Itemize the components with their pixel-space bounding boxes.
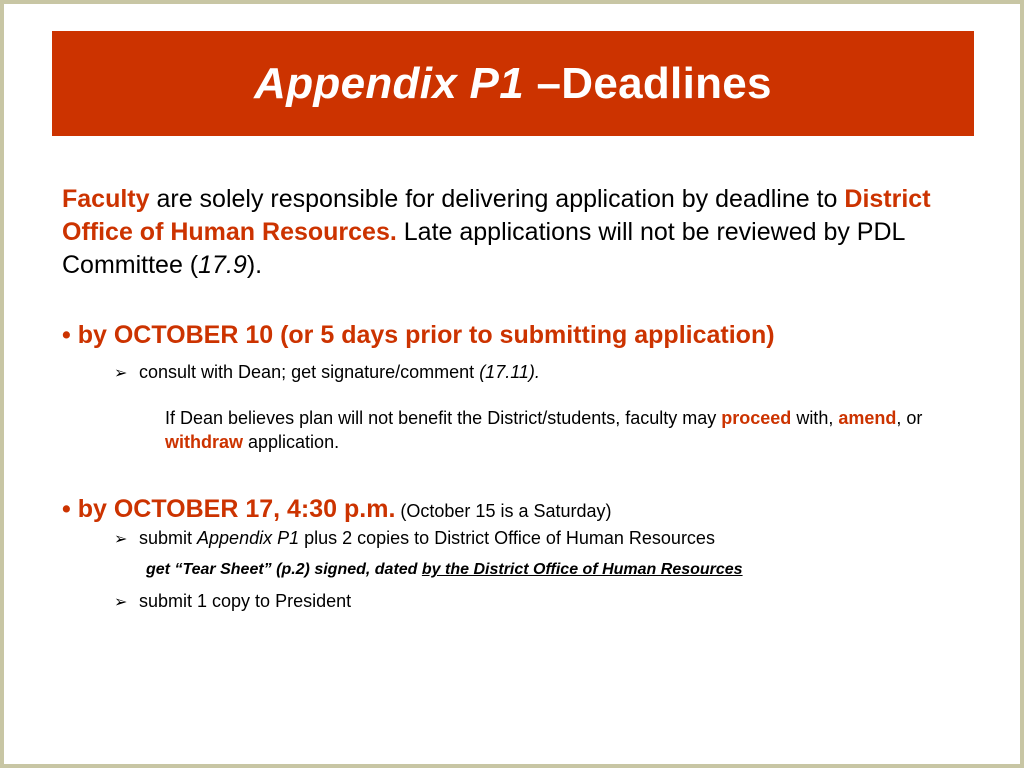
arrow-bullet-icon: ➢ <box>114 594 128 611</box>
slide <box>4 4 1020 764</box>
intro-text3: ). <box>246 251 263 279</box>
note-text3: , or <box>896 408 923 428</box>
bullet-dot-1: • <box>62 321 78 349</box>
deadline2-item1-text1: submit <box>134 528 198 548</box>
deadline2-heading <box>62 494 612 526</box>
intro-faculty: Faculty <box>62 185 150 213</box>
deadline1-heading-text: by OCTOBER 10 (or 5 days prior to submitting application) <box>77 321 775 349</box>
intro-text2: Late applications will not be reviewed by PDL Committee ( <box>62 218 905 279</box>
tear-sheet-note <box>146 559 743 581</box>
deadline1-item1 <box>114 361 540 385</box>
arrow-bullet-icon: ➢ <box>114 365 128 382</box>
intro-district: District Office of Human Resources. <box>62 185 931 246</box>
tear-underlined: by the District Office of Human Resources <box>421 561 743 578</box>
tear-text: get “Tear Sheet” (p.2) signed, dated <box>146 561 422 578</box>
bullet-dot-2: • <box>62 495 78 523</box>
deadline2-item2 <box>114 590 351 614</box>
deadline2-paren: (October 15 is a Saturday) <box>395 501 612 521</box>
dean-note <box>165 406 925 454</box>
note-text1: If Dean believes plan will not benefit the District/students, faculty may <box>165 408 722 428</box>
arrow-bullet-icon: ➢ <box>114 531 128 548</box>
deadline1-item1-text: consult with Dean; get signature/comment <box>134 362 480 382</box>
intro-paragraph <box>62 183 962 282</box>
page-title <box>254 59 772 109</box>
note-text2: with, <box>791 408 839 428</box>
note-withdraw: withdraw <box>165 432 244 452</box>
deadline2-item1-italic: Appendix P1 <box>197 528 300 548</box>
deadline1-heading <box>62 320 775 350</box>
deadline2-item1-text2: plus 2 copies to District Office of Human Resources <box>299 528 715 548</box>
deadline1-item1-ref: (17.11). <box>479 362 540 382</box>
title-italic: Appendix P1 <box>254 58 524 108</box>
title-bar <box>52 31 974 136</box>
intro-text1: are solely responsible for delivering application by deadline to <box>149 185 845 213</box>
note-proceed: proceed <box>721 408 792 428</box>
deadline2-heading-text: by OCTOBER 17, 4:30 p.m. <box>77 495 396 523</box>
title-rest: –Deadlines <box>523 58 772 108</box>
note-amend: amend <box>838 408 897 428</box>
note-text4: application. <box>243 432 340 452</box>
deadline2-item2-text: submit 1 copy to President <box>134 591 352 611</box>
intro-ref: 17.9 <box>198 251 247 279</box>
deadline2-item1 <box>114 527 715 551</box>
